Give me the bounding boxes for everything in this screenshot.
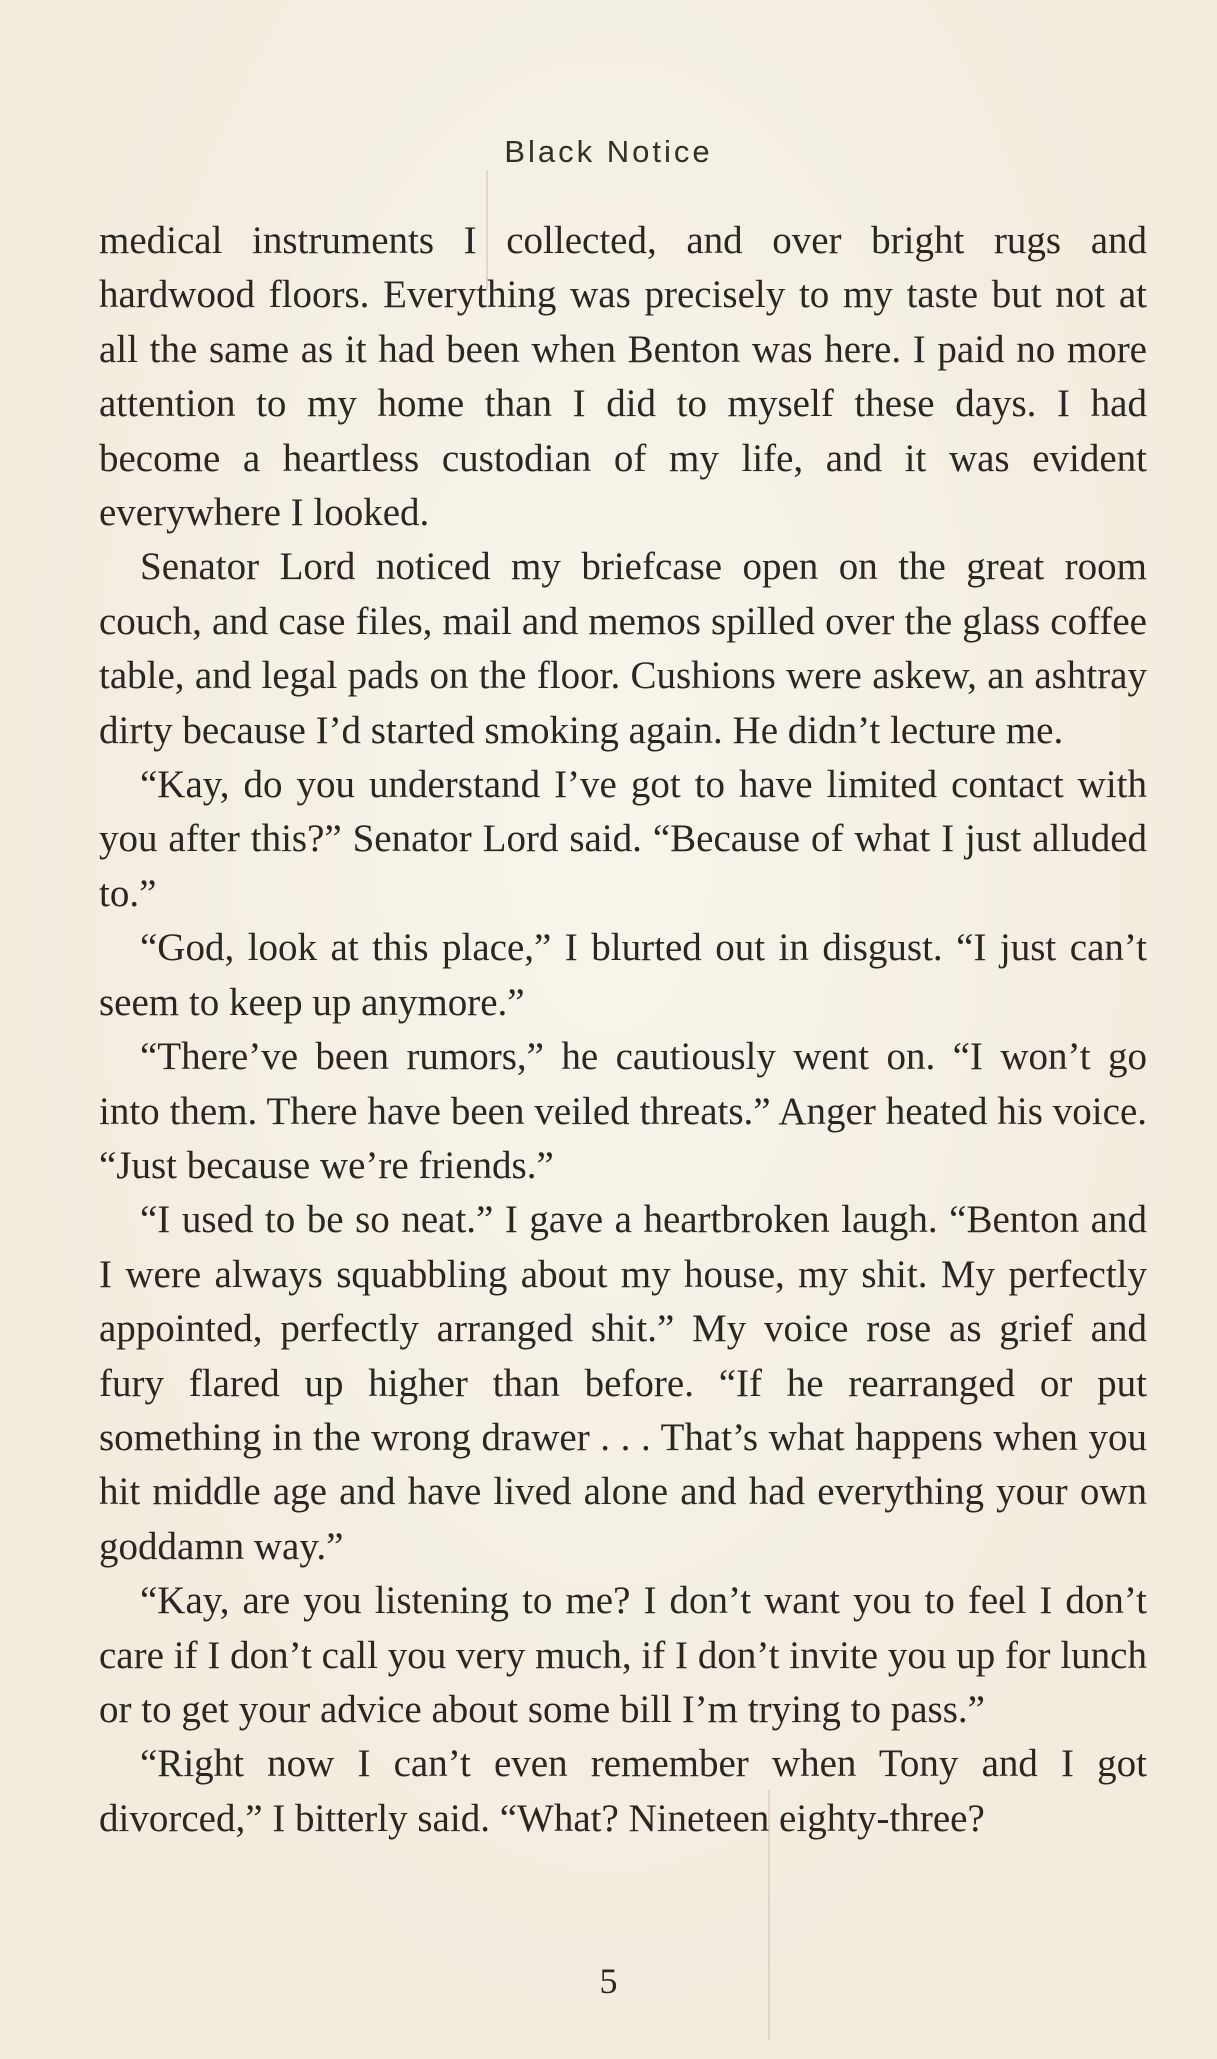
body-text xyxy=(99,214,1147,1846)
paragraph: “I used to be so neat.” I gave a heartbroken laugh. “Benton and I were always squabbling about my house, my shit. My perfectly appointed, perfectly arranged shit.” My voice rose as grief and fury flared up higher than before. “If he rearranged or put something in the wrong drawer . . . That’s what happens when you hit middle age and have lived alone and had everything your own goddamn way.” xyxy=(99,1198,1147,1568)
running-head: Black Notice xyxy=(504,134,713,169)
paragraph: “Kay, are you listening to me? I don’t want you to feel I don’t care if I don’t call you very much, if I don’t invite you up for lunch or to get your advice about some bill I’m trying to pass.” xyxy=(99,1579,1147,1731)
paragraph: “Right now I can’t even remember when Tony and I got divorced,” I bitterly said. “What? Nineteen eighty-three? xyxy=(99,1742,1147,1840)
paragraph: “God, look at this place,” I blurted out in disgust. “I just can’t seem to keep up anymore.” xyxy=(99,926,1147,1024)
paragraph: medical instruments I collected, and over bright rugs and hardwood floors. Everything was precisely to my taste but not at all the same as it had been when Benton was here. I paid no more attention to my home than I did to myself these days. I had become a heartless custodian of my life, and it was evident everywhere I looked. xyxy=(99,219,1147,535)
page-number: 5 xyxy=(599,1961,618,2001)
paragraph: “Kay, do you understand I’ve got to have limited contact with you after this?” Senator Lord said. “Because of what I just alluded to.” xyxy=(99,763,1147,915)
paragraph: “There’ve been rumors,” he cautiously went on. “I won’t go into them. There have been veiled threats.” Anger heated his voice. “Just because we’re friends.” xyxy=(99,1035,1147,1187)
paragraph: Senator Lord noticed my briefcase open on the great room couch, and case files, mail and memos spilled over the glass coffee table, and legal pads on the floor. Cushions were askew, an ashtray dirty because I’d started smoking again. He didn’t lecture me. xyxy=(99,545,1147,752)
